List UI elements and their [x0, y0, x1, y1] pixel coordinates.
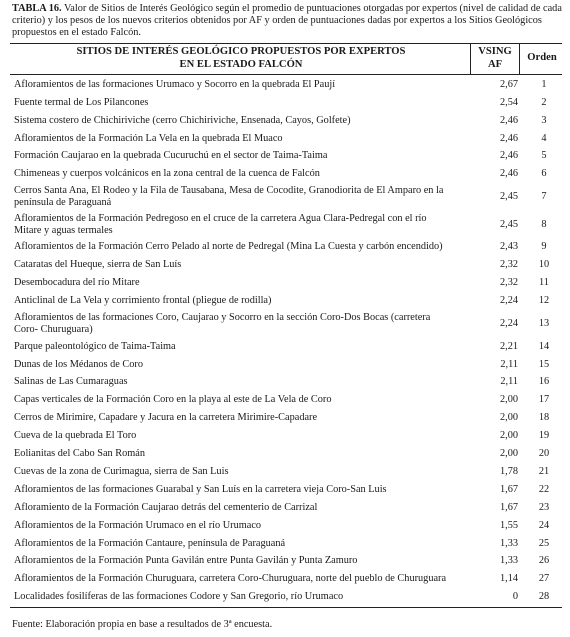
vsing-score: 1,33	[499, 555, 518, 567]
site-name	[14, 538, 470, 550]
table-caption	[12, 3, 562, 40]
site-name-line: Afloramientos de la Formación Urumaco en el río Urumaco	[14, 519, 262, 531]
vsing-score: 2,24	[499, 295, 518, 307]
order-value: 3	[541, 114, 547, 126]
site-name	[14, 185, 470, 209]
table-row	[10, 338, 562, 356]
vsing-score: 2,46	[499, 132, 518, 144]
order-value: 4	[541, 132, 547, 144]
table-row	[10, 445, 562, 463]
site-name-line: Formación Caujarao en la quebrada Cucuruchú en el sector de Taima-Taima	[14, 150, 328, 162]
order-value: 13	[538, 317, 550, 329]
site-name-line: Afloramientos de la Formación Punta Gavilán entre Punta Gavilán y Punta Zamuro	[14, 555, 358, 567]
site-name-line: Afloramientos de la Formación Cantaure, península de Paraguaná	[14, 537, 286, 549]
table-row	[10, 148, 562, 166]
site-name	[14, 394, 470, 406]
vsing-score: 2,00	[499, 430, 518, 442]
site-name	[14, 412, 470, 424]
site-name-line: Cerros Santa Ana, El Rodeo y la Fila de Tausabana, Mesa de Cocodite, Granodiorita de El Amparo en la	[14, 184, 444, 196]
order-value: 5	[541, 150, 547, 162]
site-name-line: Afloramientos de la Formación Pedregoso en el cruce de la carretera Agua Clara-Pedregal con el río	[14, 212, 427, 224]
header-sites-line2: EN EL ESTADO FALCÓN	[179, 58, 303, 70]
site-name-line: Afloramientos de las formaciones Urumaco y Socorro en la quebrada El Paují	[14, 78, 336, 90]
table-row	[10, 463, 562, 481]
site-name-line: Cataratas del Hueque, sierra de San Luís	[14, 259, 182, 271]
table-caption-label: TABLA 16.	[12, 3, 62, 14]
table-row	[10, 392, 562, 410]
vsing-score: 2,67	[499, 78, 518, 90]
site-name-line: Mitare y aguas termales	[14, 224, 113, 236]
order-value: 9	[541, 241, 547, 253]
order-value: 17	[538, 394, 550, 406]
site-name-line: Chimeneas y cuerpos volcánicos en la zona central de la cuenca de Falcón	[14, 168, 320, 180]
site-name	[14, 430, 470, 442]
table-row	[10, 499, 562, 517]
order-value: 14	[538, 340, 550, 352]
vsing-score: 2,24	[499, 317, 518, 329]
site-name-line: Anticlinal de La Vela y corrimiento frontal (pliegue de rodilla)	[14, 295, 272, 307]
site-name-line: Afloramientos de las formaciones Coro, Caujarao y Socorro en la sección Coro-Dos Bocas (carretera	[14, 311, 431, 323]
site-name	[14, 241, 470, 253]
site-name	[14, 502, 470, 514]
site-name-line: Desembocadura del río Mitare	[14, 277, 140, 289]
header-vsing-line2: AF	[487, 58, 503, 70]
order-value: 24	[538, 519, 550, 531]
site-name-line: Parque paleontológico de Taima-Taima	[14, 340, 176, 352]
table-row	[10, 166, 562, 184]
vsing-score: 2,11	[500, 376, 518, 388]
site-name-line: Afloramientos de la Formación Churuguara, carretera Coro-Churuguara, norte del pueblo de Churuguara	[14, 573, 447, 585]
site-name	[14, 312, 470, 336]
table-row	[10, 588, 562, 606]
site-name-line: Cerros de Mirimire, Capadare y Jacura en la carretera Mirimire-Capadare	[14, 412, 318, 424]
order-value: 27	[538, 573, 550, 585]
table-top-rule	[10, 43, 562, 44]
vsing-score: 2,46	[499, 150, 518, 162]
vsing-score: 2,45	[499, 218, 518, 230]
table-row	[10, 571, 562, 589]
order-value: 8	[541, 218, 547, 230]
site-name	[14, 115, 470, 127]
header-order: Orden	[527, 52, 557, 63]
header-vsing-line1: VSING	[478, 46, 512, 57]
header-divider-2	[519, 43, 520, 74]
vsing-score: 1,33	[499, 537, 518, 549]
vsing-score: 1,78	[499, 465, 518, 477]
order-value: 21	[538, 465, 550, 477]
vsing-score: 1,14	[499, 573, 518, 585]
order-value: 25	[538, 537, 550, 549]
vsing-score: 2,00	[499, 412, 518, 424]
site-name-line: Coro- Churuguara)	[14, 323, 93, 335]
site-name	[14, 213, 470, 237]
table-caption-text: Valor de Sitios de Interés Geológico según el promedio de puntuaciones otorgadas por expertos (nivel de calidad de cada criterio) y los pesos de los nuevos criterios obtenidos por AF y orden de puntuaciones dadas por expertos a los Sitios Geológicos propuestos en el estado Falcón.	[12, 3, 562, 39]
table-row	[10, 409, 562, 427]
site-name	[14, 591, 470, 603]
vsing-score: 2,00	[499, 448, 518, 460]
site-name-line: Capas verticales de la Formación Coro en la playa al este de La Vela de Coro	[14, 394, 332, 406]
site-name	[14, 484, 470, 496]
site-name-line: Afloramientos de las formaciones Guarabal y San Luís en la carretera vieja Coro-San Luis	[14, 483, 387, 495]
table-row	[10, 481, 562, 499]
table-bottom-rule	[10, 607, 562, 608]
table-row	[10, 374, 562, 392]
header-vsing	[472, 46, 518, 71]
order-value: 11	[539, 277, 549, 289]
site-name-line: Sistema costero de Chichiriviche (cerro Chichiriviche, Ensenada, Cayos, Golfete)	[14, 114, 351, 126]
vsing-score: 2,32	[499, 277, 518, 289]
site-name	[14, 277, 470, 289]
order-value: 16	[538, 376, 550, 388]
header-sites-line1: SITIOS DE INTERÉS GEOLÓGICO PROPUESTOS POR EXPERTOS	[76, 46, 406, 57]
vsing-score: 2,32	[499, 259, 518, 271]
table-row	[10, 535, 562, 553]
site-name	[14, 295, 470, 307]
table-row	[10, 112, 562, 130]
table-row	[10, 130, 562, 148]
vsing-score: 2,46	[499, 168, 518, 180]
order-value: 2	[541, 96, 547, 108]
table-footnote: Fuente: Elaboración propia en base a resultados de 3ª encuesta.	[12, 619, 273, 630]
order-value: 26	[538, 555, 550, 567]
vsing-score: 2,46	[499, 114, 518, 126]
vsing-score: 2,00	[499, 394, 518, 406]
site-name-line: Afloramiento de la Formación Caujarao detrás del cementerio de Carrizal	[14, 501, 318, 513]
site-name	[14, 466, 470, 478]
site-name-line: Afloramientos de la Formación Cerro Pelado al norte de Pedregal (Mina La Cuesta y carbón encendido)	[14, 241, 443, 253]
site-name	[14, 555, 470, 567]
site-name-line: Salinas de Las Cumaraguas	[14, 376, 128, 388]
order-value: 28	[538, 591, 550, 603]
site-name	[14, 168, 470, 180]
table-row	[10, 553, 562, 571]
order-value: 7	[541, 191, 547, 203]
order-value: 22	[538, 483, 550, 495]
site-name	[14, 259, 470, 271]
site-name	[14, 150, 470, 162]
order-value: 23	[538, 501, 550, 513]
vsing-score: 2,11	[500, 358, 518, 370]
vsing-score: 2,54	[499, 96, 518, 108]
table-row	[10, 292, 562, 310]
vsing-score: 1,55	[499, 519, 518, 531]
table-row	[10, 257, 562, 275]
vsing-score: 0	[512, 591, 518, 603]
order-value: 1	[541, 78, 547, 90]
site-name-line: Localidades fosilíferas de las formaciones Codore y San Gregorio, río Urumaco	[14, 591, 344, 603]
site-name	[14, 520, 470, 532]
order-value: 6	[541, 168, 547, 180]
table-row	[10, 76, 562, 94]
site-name	[14, 376, 470, 388]
table-row	[10, 356, 562, 374]
site-name	[14, 359, 470, 371]
table-row	[10, 427, 562, 445]
order-value: 19	[538, 430, 550, 442]
table-row	[10, 274, 562, 292]
header-divider-1	[470, 43, 471, 74]
table-row	[10, 239, 562, 257]
order-value: 20	[538, 448, 550, 460]
vsing-score: 2,21	[499, 340, 518, 352]
site-name-line: Dunas de los Médanos de Coro	[14, 358, 143, 370]
order-value: 18	[538, 412, 550, 424]
site-name	[14, 448, 470, 460]
site-name-line: Afloramientos de la Formación La Vela en la quebrada El Muaco	[14, 132, 283, 144]
table-row	[10, 211, 562, 239]
site-name	[14, 341, 470, 353]
vsing-score: 2,45	[499, 191, 518, 203]
table-row	[10, 94, 562, 112]
table-row	[10, 310, 562, 338]
vsing-score: 1,67	[499, 483, 518, 495]
site-name	[14, 133, 470, 145]
site-name-line: Fuente termal de Los Pilancones	[14, 96, 149, 108]
order-value: 10	[538, 259, 550, 271]
vsing-score: 2,43	[499, 241, 518, 253]
order-value: 15	[538, 358, 550, 370]
site-name-line: Cueva de la quebrada El Toro	[14, 430, 137, 442]
site-name-line: Cuevas de la zona de Curimagua, sierra de San Luis	[14, 465, 229, 477]
table-row	[10, 183, 562, 211]
header-bottom-rule	[10, 74, 562, 75]
table-row	[10, 517, 562, 535]
vsing-score: 1,67	[499, 501, 518, 513]
site-name-line: Eolianitas del Cabo San Román	[14, 448, 145, 460]
site-name	[14, 79, 470, 91]
site-name	[14, 573, 470, 585]
site-name-line: península de Paraguaná	[14, 197, 112, 209]
header-sites	[14, 46, 468, 71]
site-name	[14, 97, 470, 109]
order-value: 12	[538, 295, 550, 307]
